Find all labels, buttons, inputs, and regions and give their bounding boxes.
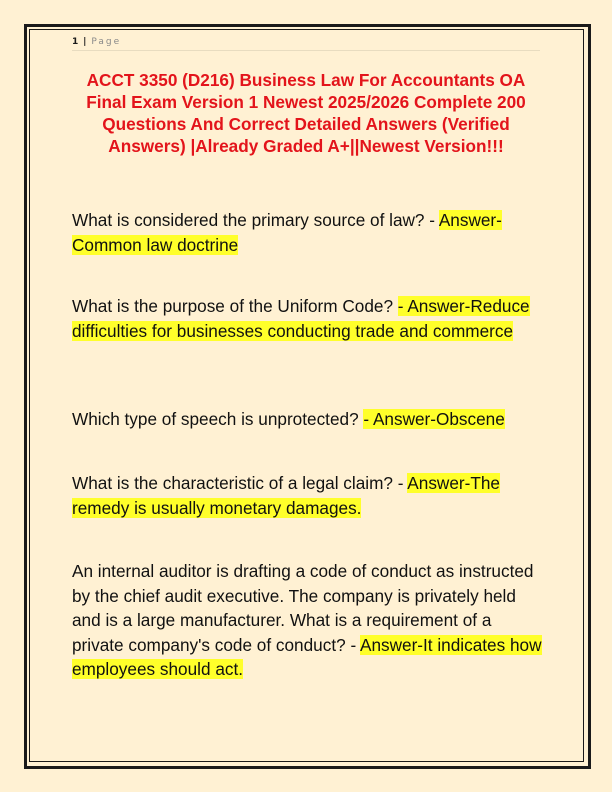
question-text: What is the characteristic of a legal claim? - [72,473,408,493]
qa-item-5 [72,559,542,682]
document-title: ACCT 3350 (D216) Business Law For Accountants OA Final Exam Version 1 Newest 2025/2026 Complete 200 Questions And Correct Detailed Answers (Verified Answers) |Already Graded A+||Newest Version!!! [86,70,526,156]
question-text: What is the purpose of the Uniform Code? [72,296,398,316]
page-label: Page [91,37,122,47]
answer-text: Answer-The remedy is usually monetary damages. [72,473,500,518]
qa-item-4 [72,471,542,520]
page-number: 1 [72,37,79,47]
page-separator: | [83,37,87,47]
answer-text: Answer-It indicates how employees should act. [72,634,542,679]
page-header [72,36,540,51]
answer-text: - Answer-Obscene [363,409,505,429]
qa-item-2 [72,294,542,343]
qa-item-3 [72,407,542,432]
answer-text: Answer-Common law doctrine [72,210,502,255]
qa-item-1 [72,208,542,257]
question-text: What is considered the primary source of law? - [72,210,439,230]
answer-text: - Answer-Reduce difficulties for businesses conducting trade and commerce [72,296,530,341]
question-text: An internal auditor is drafting a code of conduct as instructed by the chief audit executive. The company is privately held and is a large manufacturer. What is a requirement of a private company's code of conduct? - [72,561,534,655]
question-text: Which type of speech is unprotected? [72,409,364,429]
